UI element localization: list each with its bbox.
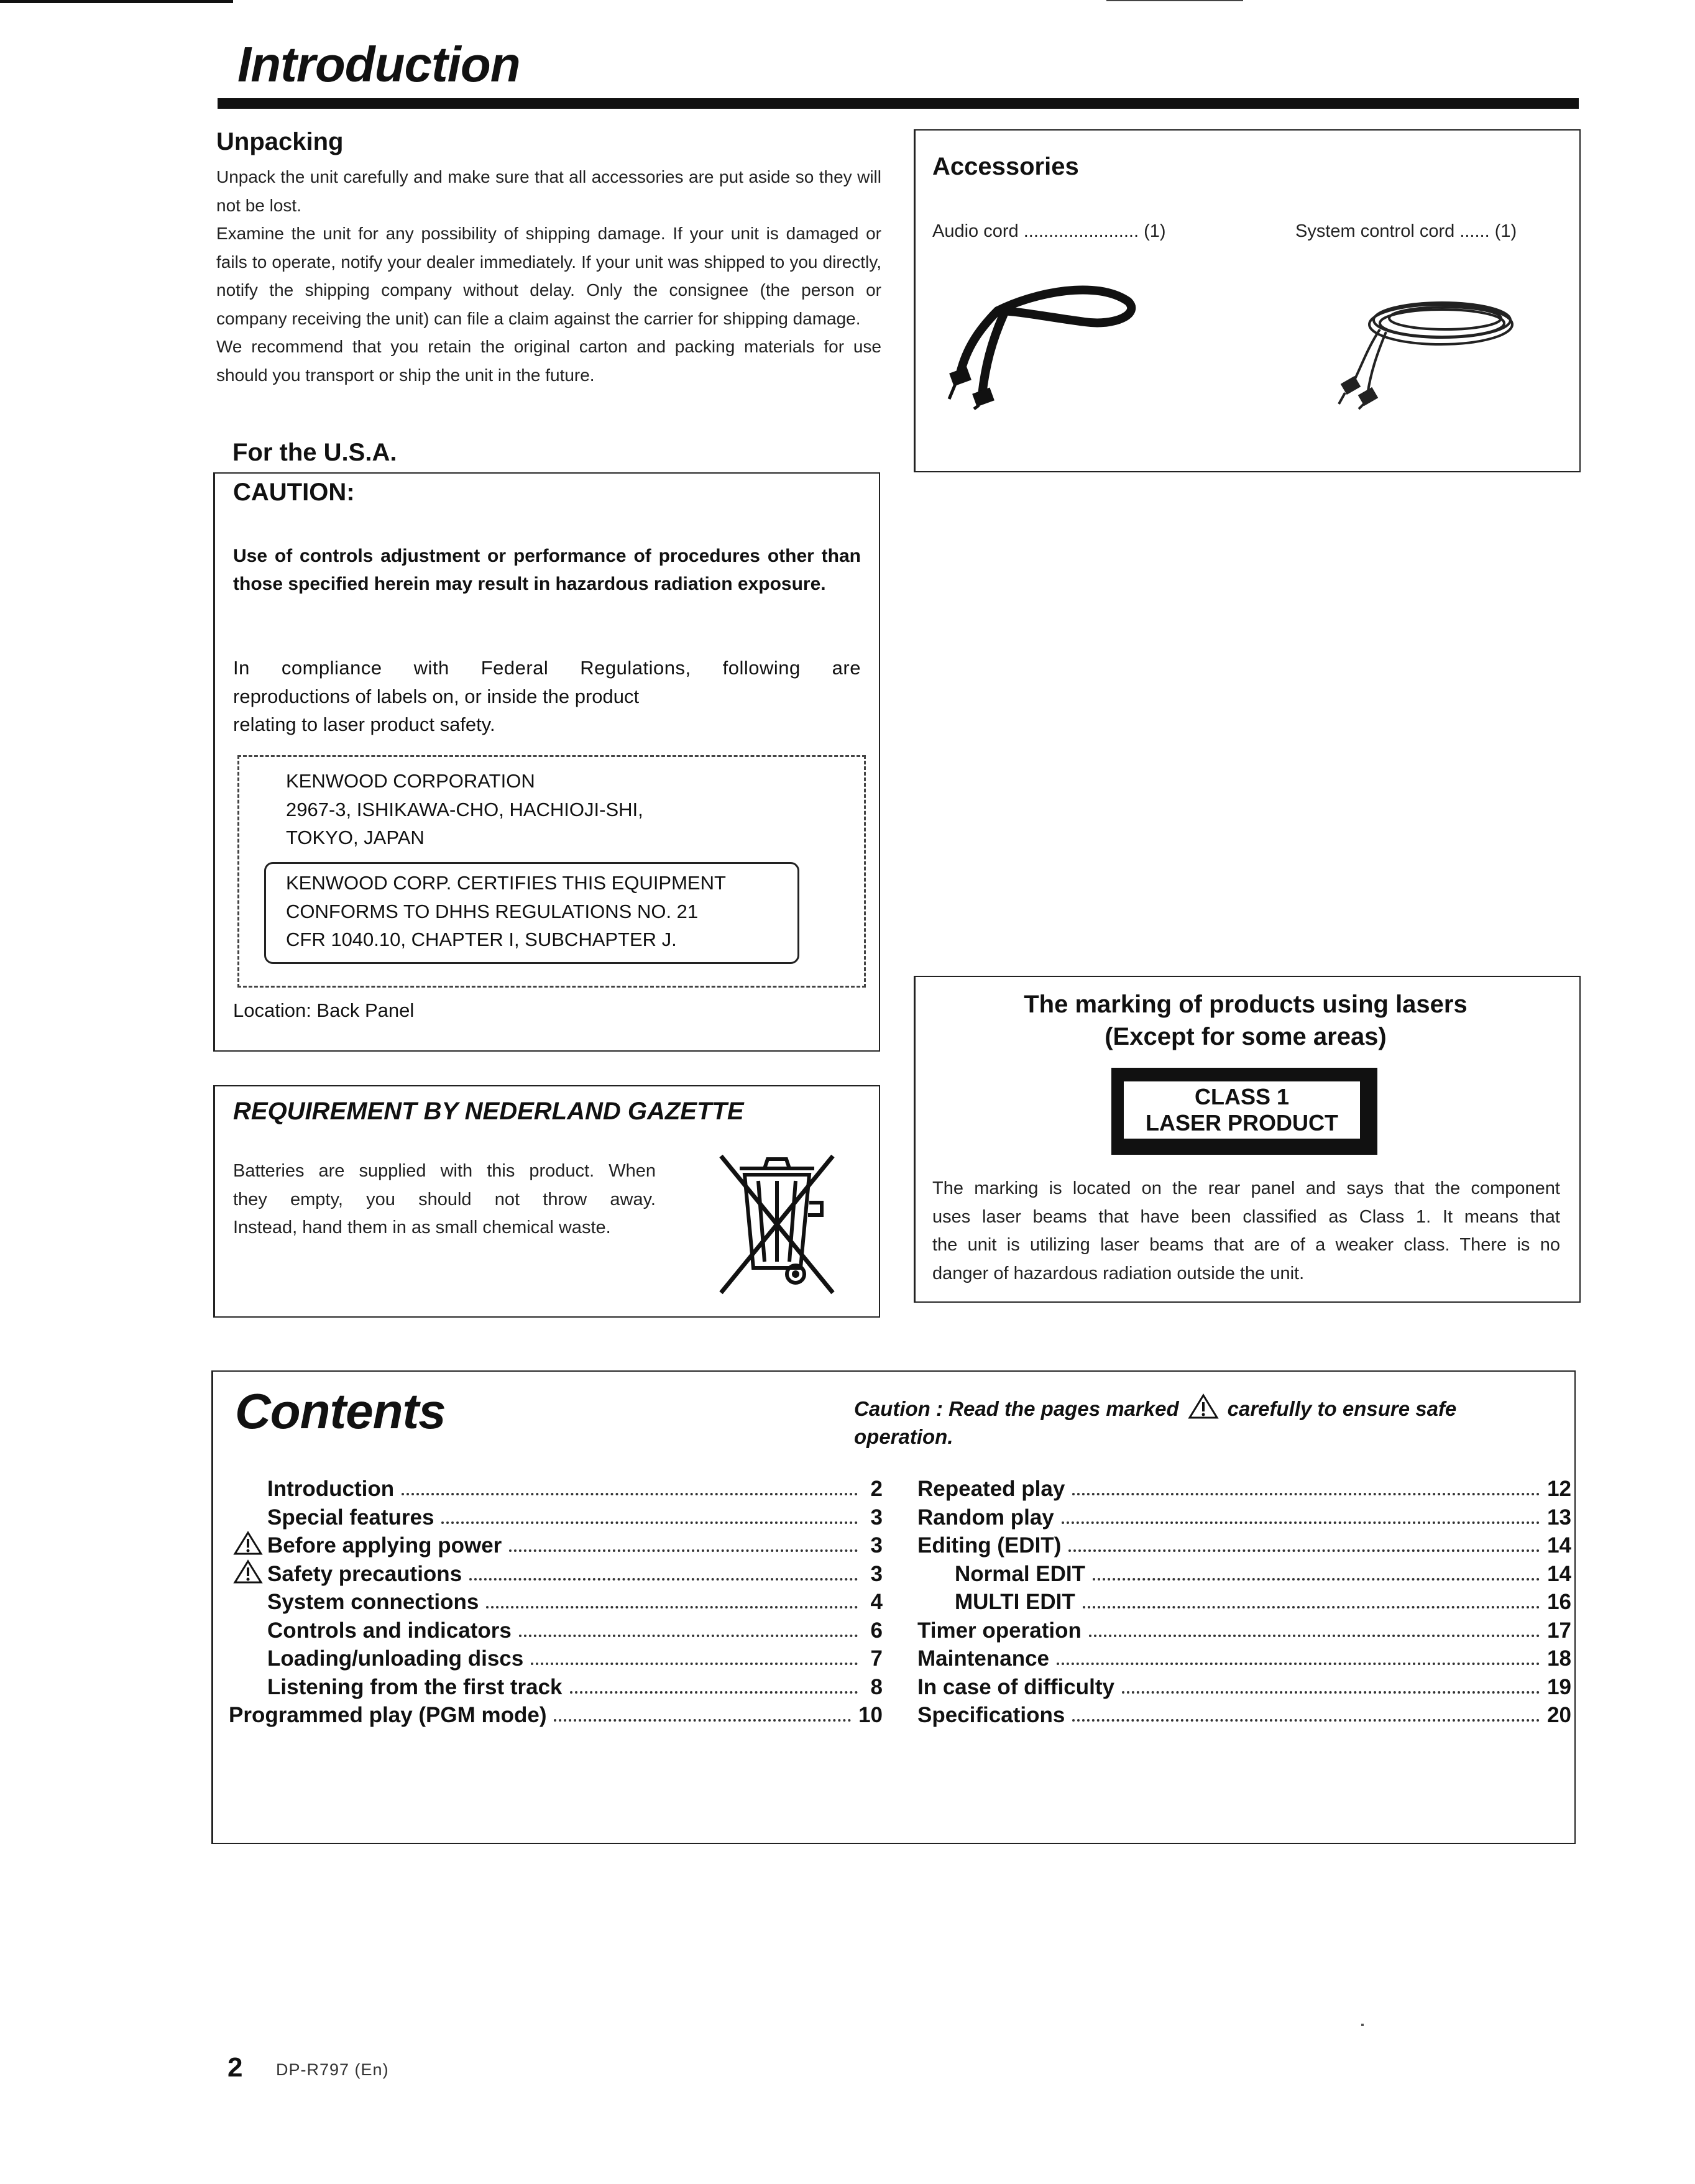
page-title: Introduction xyxy=(237,37,520,92)
laser-marking-heading xyxy=(914,988,1578,1053)
toc-entry-page: 18 xyxy=(1547,1646,1571,1671)
toc-leader-dots xyxy=(402,1493,858,1495)
toc-leader-dots xyxy=(1083,1606,1540,1608)
toc-entry-page: 8 xyxy=(870,1674,883,1699)
toc-leader-dots xyxy=(570,1691,858,1694)
compliance-line: In compliance with Federal Regulations, following are xyxy=(233,657,861,679)
toc-leader-dots xyxy=(1093,1578,1540,1581)
unpacking-paragraph: Examine the unit for any possibility of shipping damage. If your unit is damaged or fails to operate, notify your dealer immediately. If your unit was shipped to you directly, notify the shipping company without delay. Only the consignee (the person or company receiving the unit) can file a claim against the carrier for shipping damage. xyxy=(216,224,881,328)
toc-entry[interactable] xyxy=(267,1643,883,1671)
warning-triangle-icon xyxy=(1188,1393,1219,1420)
toc-entry-label: MULTI EDIT xyxy=(955,1590,1075,1614)
manufacturer-label xyxy=(286,767,643,852)
compliance-text xyxy=(233,654,861,739)
title-rule xyxy=(218,98,1579,109)
accessory-audio-cord-label: Audio cord ....................... (1) xyxy=(932,221,1166,241)
caution-note-text: Caution : Read the pages marked xyxy=(854,1397,1179,1420)
laser-line: uses laser beams that have been classified as Class 1. It means that xyxy=(932,1206,1560,1227)
toc-entry-page: 6 xyxy=(870,1618,883,1643)
toc-entry-page: 19 xyxy=(1547,1674,1571,1699)
label-location: Location: Back Panel xyxy=(233,999,415,1021)
toc-entry[interactable] xyxy=(917,1473,1571,1502)
toc-entry[interactable] xyxy=(267,1530,883,1558)
certification-line: CFR 1040.10, CHAPTER I, SUBCHAPTER J. xyxy=(286,929,677,950)
top-edge-line xyxy=(0,0,233,3)
toc-entry-label: Safety precautions xyxy=(267,1561,462,1586)
unpacking-text xyxy=(216,163,881,389)
toc-leader-dots xyxy=(1062,1521,1540,1524)
compliance-line: reproductions of labels on, or inside the product xyxy=(233,685,640,707)
toc-entry-label: Programmed play (PGM mode) xyxy=(229,1703,547,1727)
toc-entry-page: 7 xyxy=(870,1646,883,1671)
toc-entry-page: 4 xyxy=(870,1590,883,1614)
toc-leader-dots xyxy=(1057,1663,1540,1665)
unpacking-paragraph: We recommend that you retain the original carton and packing materials for use should you transport or ship the unit in the future. xyxy=(216,337,881,385)
certification-line: KENWOOD CORP. CERTIFIES THIS EQUIPMENT xyxy=(286,872,726,894)
laser-title-line: The marking of products using lasers xyxy=(1024,991,1468,1018)
toc-entry-label: Controls and indicators xyxy=(267,1618,512,1643)
toc-entry[interactable] xyxy=(955,1558,1571,1587)
manufacturer-line: 2967-3, ISHIKAWA-CHO, HACHIOJI-SHI, xyxy=(286,798,643,820)
toc-entry[interactable] xyxy=(917,1643,1571,1671)
toc-leader-dots xyxy=(469,1578,858,1581)
toc-entry-label: Repeated play xyxy=(917,1477,1065,1501)
toc-leader-dots xyxy=(519,1635,858,1637)
audio-cord-icon xyxy=(942,267,1144,410)
toc-entry-label: System connections xyxy=(267,1590,479,1614)
laser-line: the unit is utilizing laser beams that are of a weaker class. There is no xyxy=(932,1235,1560,1255)
toc-entry-page: 2 xyxy=(870,1477,883,1501)
nederland-heading: REQUIREMENT BY NEDERLAND GAZETTE xyxy=(233,1098,744,1125)
toc-entry[interactable] xyxy=(917,1530,1571,1558)
warning-triangle-icon xyxy=(233,1531,263,1556)
nederland-line: Batteries are supplied with this product. When xyxy=(233,1161,656,1181)
unpacking-heading: Unpacking xyxy=(216,128,344,155)
laser-line: The marking is located on the rear panel and says that the component xyxy=(932,1178,1560,1198)
toc-entry[interactable] xyxy=(267,1586,883,1615)
toc-entry-page: 3 xyxy=(870,1561,883,1586)
toc-entry-label: Introduction xyxy=(267,1477,395,1501)
contents-title: Contents xyxy=(235,1383,446,1439)
toc-entry[interactable] xyxy=(917,1615,1571,1643)
toc-entry[interactable] xyxy=(267,1615,883,1643)
class-1-label-text xyxy=(1124,1081,1360,1139)
toc-entry-label: Before applying power xyxy=(267,1533,502,1558)
class-label-line: CLASS 1 xyxy=(1194,1084,1290,1109)
toc-entry-page: 14 xyxy=(1547,1533,1571,1558)
page-number: 2 xyxy=(227,2052,243,2083)
certification-line: CONFORMS TO DHHS REGULATIONS NO. 21 xyxy=(286,900,699,922)
toc-entry-page: 12 xyxy=(1547,1477,1571,1501)
caution-warning-text: Use of controls adjustment or performance of procedures other than those specified herein may result in hazardous radiation exposure. xyxy=(233,546,861,594)
system-control-cord-icon xyxy=(1318,286,1517,410)
toc-entry-label: In case of difficulty xyxy=(917,1674,1114,1699)
toc-leader-dots xyxy=(554,1719,851,1722)
laser-title-line: (Except for some areas) xyxy=(1105,1023,1387,1050)
toc-leader-dots xyxy=(509,1549,858,1552)
accessories-heading: Accessories xyxy=(932,153,1079,180)
usa-heading: For the U.S.A. xyxy=(232,439,397,466)
toc-entry[interactable] xyxy=(267,1671,883,1700)
accessory-system-cord-label: System control cord ...... (1) xyxy=(1295,221,1517,241)
nederland-line: Instead, hand them in as small chemical waste. xyxy=(233,1218,611,1237)
toc-leader-dots xyxy=(1089,1635,1540,1637)
toc-entry[interactable] xyxy=(267,1558,883,1587)
toc-entry-label: Editing (EDIT) xyxy=(917,1533,1062,1558)
toc-entry-label: Loading/unloading discs xyxy=(267,1646,524,1671)
toc-entry[interactable] xyxy=(917,1671,1571,1700)
crossed-out-bin-icon xyxy=(715,1144,839,1299)
toc-entry[interactable] xyxy=(917,1699,1571,1728)
toc-entry-page: 3 xyxy=(870,1505,883,1530)
toc-entry-page: 14 xyxy=(1547,1561,1571,1586)
toc-leader-dots xyxy=(531,1663,858,1665)
toc-entry-label: Normal EDIT xyxy=(955,1561,1086,1586)
laser-line: danger of hazardous radiation outside the unit. xyxy=(932,1263,1305,1283)
caution-note-text: carefully to ensure safe operation. xyxy=(854,1397,1457,1448)
toc-entry-label: Specifications xyxy=(917,1703,1065,1727)
toc-leader-dots xyxy=(1072,1493,1540,1495)
toc-entry-page: 17 xyxy=(1547,1618,1571,1643)
toc-entry-label: Listening from the first track xyxy=(267,1674,563,1699)
warning-triangle-icon xyxy=(233,1559,263,1584)
nederland-text xyxy=(233,1157,656,1242)
toc-entry-page: 10 xyxy=(858,1703,883,1727)
unpacking-paragraph: Unpack the unit carefully and make sure that all accessories are put aside so they will not be lost. xyxy=(216,167,881,215)
toc-entry[interactable] xyxy=(267,1473,883,1502)
compliance-line: relating to laser product safety. xyxy=(233,713,495,735)
laser-marking-text xyxy=(932,1175,1560,1288)
manufacturer-line: TOKYO, JAPAN xyxy=(286,827,425,848)
toc-entry[interactable] xyxy=(267,1502,883,1530)
model-number: DP-R797 (En) xyxy=(276,2060,389,2079)
toc-entry[interactable] xyxy=(917,1502,1571,1530)
certification-label xyxy=(286,869,726,954)
manufacturer-line: KENWOOD CORPORATION xyxy=(286,770,535,792)
toc-entry-page: 13 xyxy=(1547,1505,1571,1530)
toc-entry[interactable] xyxy=(229,1699,883,1728)
toc-entry[interactable] xyxy=(955,1586,1571,1615)
toc-leader-dots xyxy=(441,1521,858,1524)
toc-entry-page: 3 xyxy=(870,1533,883,1558)
toc-entry-label: Timer operation xyxy=(917,1618,1082,1643)
toc-entry-page: 16 xyxy=(1547,1590,1571,1614)
caution-title: CAUTION: xyxy=(233,479,355,506)
toc-entry-label: Random play xyxy=(917,1505,1054,1530)
print-speck xyxy=(1361,2024,1364,2026)
toc-entry-label: Maintenance xyxy=(917,1646,1049,1671)
toc-leader-dots xyxy=(1068,1549,1540,1552)
toc-entry-label: Special features xyxy=(267,1505,434,1530)
top-edge-line-right xyxy=(1106,0,1243,1)
class-label-line: LASER PRODUCT xyxy=(1145,1110,1338,1136)
toc-leader-dots xyxy=(486,1606,858,1608)
toc-entry-page: 20 xyxy=(1547,1703,1571,1727)
toc-leader-dots xyxy=(1072,1719,1540,1722)
contents-caution-note xyxy=(854,1393,1556,1451)
nederland-line: they empty, you should not throw away. xyxy=(233,1189,656,1209)
toc-leader-dots xyxy=(1122,1691,1540,1694)
